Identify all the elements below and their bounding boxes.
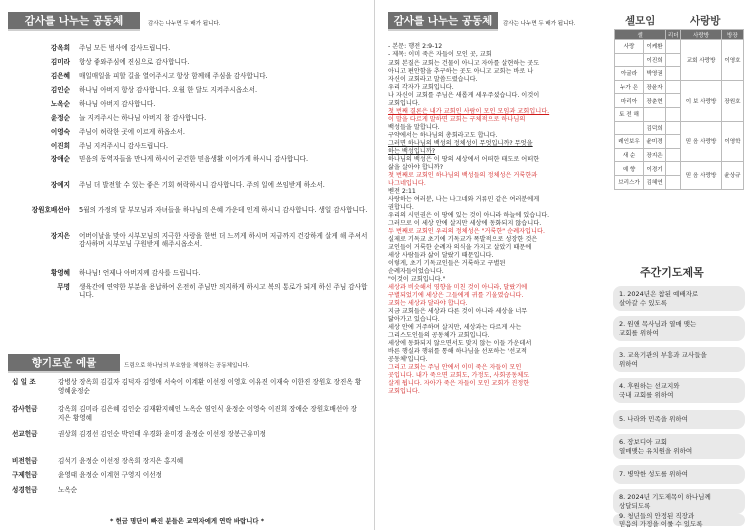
love-room-heading: 사랑방 [690,15,721,27]
sermon-line: 실제로 기독교 초기에 기독교가 폭발적으로 성장한 것은 [388,236,538,243]
cell-leader: 윤미경 [644,135,666,149]
sermon-line: 살게 됩니다. 자아가 죽은 자들이 모인 교회가 진정한 [388,380,530,387]
love-room-host: 이영학 [721,121,743,162]
cell-name: 누가 은 [615,80,644,94]
cell-row [615,80,744,94]
sermon-line: 두 번째로 교회인 우리의 정체성은 "거룩한" 순례자입니다. [388,228,545,235]
sermon-line: 세상 안에 거주하며 살지만, 세상과는 다르게 사는 [388,324,522,331]
sermon-line: 이렇게, 초기 기독교인들은 거룩하고 구별된 [388,260,506,267]
love-room: 믿 음 사랑방 [681,121,722,162]
cell-row [615,162,744,176]
gratitude-text: 늘 지켜주시는 하나님 아버지 참 감사합니다. [79,114,207,122]
sermon-line: 권합니다. [388,204,414,211]
prayer-text: 4. 후원하는 선교지와 국내 교회를 위하여 [619,382,680,399]
gratitude-text: 믿음의 동역자들을 만나게 하시어 굳건한 믿음생활 이어가게 하시니 감사합니다. [79,155,309,163]
sermon-line: 닮아가고 있습니다. [388,316,440,323]
cell-leader-extra [666,162,681,176]
prayer-item [613,410,745,429]
prayer-text: 8. 2024년 기도제목이 하나님께 상달되도록 [619,493,711,510]
cell-leader: 이케환 [644,40,666,54]
prayer-item [613,347,745,372]
sermon-line: 공동체'입니다. [388,356,428,363]
sermon-line: 아니고 편안함을 추구하는 곳도 아니고 교회는 바로 나 [388,68,534,75]
gratitude-row [12,58,369,66]
cell-name: 토 전 해 [615,107,644,121]
sermon-line: 사랑하는 여러분, 나는 나그네와 거류민 같은 여러분에게 [388,196,540,203]
sermon-line: 구약에서는 하나님의 총회라고도 합니다. [388,132,498,139]
sermon-line: - 본문: 행전 2:9-12 [388,43,443,50]
gratitude-text: 주님 모든 범사에 감사드립니다. [79,44,171,52]
prayer-item [613,434,745,459]
offering-title: 향기로운 예물 [31,357,97,369]
gratitude-text: 하나님! 언제나 아버지께 감사를 드립니다. [79,269,201,277]
cell-header-cell: 셀 [615,30,666,40]
prayer-item [613,511,745,528]
prayer-text: 3. 교육기관의 부흥과 교사들을 위하여 [619,351,707,368]
gratitude-row [12,128,369,136]
cell-leader [644,107,666,121]
sermon-header [388,12,498,31]
gratitude-row [12,100,369,108]
prayer-text: 7. 병약한 성도를 위하여 [619,470,688,479]
gratitude-text: 항상 좋와주심에 진심으로 감사합니다. [79,58,190,66]
sermon-note: 감사는 나누면 두 배가 됩니다. [503,21,576,27]
sermon-title: 감사를 나누는 공동체 [393,15,493,27]
gratitude-name: 무명 [57,283,70,291]
cell-leader: 장춘현 [644,94,666,108]
prayer-text: 6. 장보디아 교회 열매맺는 유치원을 위하여 [619,438,693,455]
offering-names: 김석기 윤정순 이선정 장옥희 장지은 홍지혜 [58,457,184,465]
offering-category: 성경헌금 [12,486,38,494]
offering-category: 비전헌금 [12,457,38,465]
offering-row [12,378,363,395]
cell-leader: 장윤자 [644,80,666,94]
cell-leader: 이경기 [644,162,666,176]
prayer-item [613,316,745,341]
sermon-line: 그리스도인들의 공동체가 교회입니다. [388,332,490,339]
offering-category: 십 일 조 [12,378,36,386]
cell-leader: 김덕희 [644,121,666,135]
sermon-line: 벧전 2:11 [388,188,416,195]
cell-name: 마리아 [615,94,644,108]
gratitude-row [12,269,369,277]
sermon-line: 교회입니다. [388,100,420,107]
cell-leader-extra [666,53,681,67]
sermon-line: 하나님의 백성은 이 땅의 세상에서 어떠한 태도로 어떠한 [388,156,540,163]
sermon-line: 세상과 비슷해서 영향을 미친 것이 아니라, 달랐기에 [388,284,528,291]
sermon-line: 그러므로 이 세상 안에 살지만 세상에 동화되지 않습니다. [388,220,542,227]
gratitude-row [12,232,369,249]
cell-leader-extra [666,107,681,121]
gratitude-row [12,155,369,163]
gratitude-name: 이영숙 [50,128,70,136]
cell-name [615,121,644,135]
cell-heading: 셀모임 [625,15,656,27]
cell-row [615,121,744,135]
sermon-line: 교회 본질은 교회는 건물이 아니고 자아를 살현하는 곳도 [388,60,540,67]
cell-leader-extra [666,135,681,149]
cell-header-room: 사랑방 [681,30,722,40]
gratitude-name: 장예지 [50,181,70,189]
gratitude-name: 강옥희 [50,44,70,52]
sermon-line: 우리 각자가 교회입니다. [388,84,454,91]
offering-names: 권상희 김경선 김인순 박인태 우경화 윤미경 윤정순 이선정 장봉근유미정 [58,430,266,438]
gratitude-row [12,72,369,80]
cell-row [615,40,744,54]
offering-names: 윤영태 윤정순 이계현 구영지 이선정 [58,471,162,479]
love-room-host: 윤상규 [721,162,743,189]
offering-note: 드림으로 하나님의 부요함을 체험하는 공동체입니다. [124,363,250,369]
sermon-line: 교회는 세상과 달라야 합니다. [388,300,468,307]
prayer-text: 9. 청년들의 안정된 직장과 믿음의 가정을 이룰 수 있도록 [619,511,703,528]
offering-row [12,471,363,480]
offering-names: 강옥희 김미라 김은혜 김인순 김재환지혜인 노옥순 염인식 윤정순 이영숙 이진희 장애순 장원호배선아 장지은 황영혜 [58,405,358,422]
cell-leader-extra [666,175,681,189]
sermon-line: 백성들을 말합니다. [388,124,440,131]
offering-footer: * 헌금 명단이 빠진 분들은 교역자에게 연락 바랍니다 * [110,517,265,525]
sermon-line: 순례자들이었습니다. [388,268,444,275]
gratitude-text: 주님 더 발전할 수 있는 좋은 기회 허락하시니 감사합니다. 주의 일에 쓰임받게 하소서. [79,181,325,189]
gratitude-text: 주님 지켜주시니 감사드립니다. [79,142,169,150]
gratitude-text: 하나님 아버지 항상 감사합니다. 오월 한 달도 지켜주시옵소서. [79,86,258,94]
offering-names: 강병상 장옥희 김길자 김덕자 김영애 서숙이 이계환 이선정 이영호 이유진 이재숙 이한진 장원호 장진옥 황영혜윤정순 [58,378,362,395]
page-fold [374,0,375,530]
gratitude-text: 5월의 가정의 달 부모님과 자녀들을 하나님의 은혜 가운데 인계 하시니 감사합니다. 생일 감사합니다. [79,206,368,214]
prayer-item [613,378,745,403]
prayer-text: 1. 2024년은 참된 예배자로 살아갈 수 있도록 [619,290,699,307]
sermon-line: "이것이 교회입니다." [388,276,446,283]
sermon-line: 교인들이 거룩한 순례자 의식을 가지고 살았기 때문에 [388,244,532,251]
gratitude-text: 어버이날을 맞아 시부모님의 지극한 사랑을 한번 더 느끼게 하시며 저금까지 건강하게 살게 해 주셔서 감사하며 시부모님 구원받게 해주시옵소서. [79,232,368,249]
cell-leader: 장지은 [644,148,666,162]
sermon-line: 이 말을 다르게 말하면 교회는 구체적으로 하나님의 [388,116,526,123]
gratitude-name: 장지은 [50,232,70,240]
sermon-line: 구별되었기에 세상은 그들에게 귀를 기울였습니다. [388,292,524,299]
love-room-host: 장원호 [721,80,743,121]
cell-name: 예 향 [615,162,644,176]
cell-leader-extra [666,121,681,135]
gratitude-text: 주님이 허락한 곳에 이르게 하옵소서. [79,128,186,136]
cell-leader-extra [666,94,681,108]
offering-row [12,486,363,495]
cell-table [614,29,744,190]
sermon-line: 바른 행실과 행위를 통해 하나님을 선포하는 '선교적 [388,348,528,355]
sermon-line: 교회입니다. [388,388,420,395]
cell-name: 아굴라 [615,67,644,81]
gratitude-name: 장원호배선아 [31,206,70,214]
sermon-line: 나 자신이 교회를 주님은 새롭게 세우주셨습니다. 이것이 [388,92,540,99]
offering-names: 노옥순 [58,486,78,494]
sermon-line: 그러면 하나님의 백성의 정체성이 무엇입니까? 무엇을 [388,140,533,147]
gratitude-name: 황영혜 [50,269,70,277]
gratitude-header [8,12,140,31]
gratitude-name: 김은혜 [50,72,70,80]
prayer-text: 5. 나라와 민족을 위하여 [619,415,688,424]
gratitude-text: 하나님 아버지 감사합니다. [79,100,156,108]
sermon-line: 자신이 교회라고 말씀드렸습니다. [388,76,478,83]
gratitude-name: 노옥순 [50,100,70,108]
sermon-line: 우리의 시민권은 이 땅에 있는 것이 아니라 하늘에 있습니다. [388,212,550,219]
love-room-host: 이영호 [721,40,743,81]
cell-leader-extra [666,148,681,162]
gratitude-name: 김인순 [50,86,70,94]
gratitude-title: 감사를 나누는 공동체 [24,15,124,27]
prayer-item [613,286,745,311]
gratitude-name: 윤정순 [50,114,70,122]
gratitude-row [12,114,369,122]
cell-name [615,53,644,67]
gratitude-name: 장애순 [50,155,70,163]
cell-header-host: 방장 [721,30,743,40]
sermon-body [388,43,603,396]
gratitude-row [12,206,369,214]
cell-leader-extra [666,40,681,54]
love-room: 믿 음 사랑방 [681,162,722,189]
sermon-line: 나그네입니다. [388,180,426,187]
offering-row [12,430,363,439]
offering-row [12,405,363,422]
offering-category: 감사헌금 [12,405,38,413]
cell-name: 사랑 [615,40,644,54]
cell-leader: 김혜연 [644,175,666,189]
sermon-line: 세상 사람들과 삶이 달랐기 때문입니다. [388,252,494,259]
love-room: 이 보 사랑방 [681,80,722,121]
gratitude-row [12,142,369,150]
cell-header-leader: 리더 [666,30,681,40]
gratitude-row [12,181,369,189]
love-room: 교회 사랑방 [681,40,722,81]
cell-table-header-row [615,30,744,40]
offering-category: 선교헌금 [12,430,38,438]
cell-name: 레인보우 [615,135,644,149]
sermon-line: - 제목: 이미 죽은 자들이 모인 곳, 교회 [388,51,492,58]
cell-leader: 박영권 [644,67,666,81]
gratitude-text: 매일매일을 피할 길을 열어주시고 항상 함께해 주심을 감사합니다. [79,72,268,80]
gratitude-name: 이진희 [50,142,70,150]
prayer-title: 주간기도제목 [640,266,704,279]
sermon-line: 첫 번째 결론은 내가 교회인 사람이 모인 모임과 교회입니다. [388,108,550,115]
cell-leader-extra [666,80,681,94]
cell-name: 브리스가 [615,175,644,189]
gratitude-row [12,283,369,300]
gratitude-row [12,86,369,94]
offering-row [12,457,363,466]
gratitude-name: 김미라 [50,58,70,66]
cell-leader: 이진희 [644,53,666,67]
sermon-line: 삶을 살아야 합니까? [388,164,444,171]
sermon-line: 세상에 동화되지 않으면서도 맞지 않는 이들 가운데서 [388,340,532,347]
prayer-item [613,465,745,484]
prayer-item [613,489,745,514]
offering-category: 구제헌금 [12,471,38,479]
gratitude-note: 감사는 나누면 두 배가 됩니다. [148,21,221,27]
sermon-line: 지금 교회들은 세상과 다른 것이 아니라 세상을 너무 [388,308,528,315]
sermon-line: 첫 번째로 교회인 하나님의 백성들의 정체성은 거룩한과 [388,172,538,179]
cell-name: 새 순 [615,148,644,162]
sermon-line: 그리고 교회는 주님 안에서 이미 죽은 자들이 모인 [388,364,522,371]
offering-header [8,354,120,373]
gratitude-text: 생육간에 연약한 부분을 용납하여 온전히 주님만 의지하게 하시고 복의 통로가 되게 하신 주님 감사합니다. [79,283,368,300]
sermon-line: 하는 백성입니까? [388,148,436,155]
prayer-text: 2. 원앤 목사님과 열매 맺는 교회를 위하여 [619,320,697,337]
sermon-line: 곳입니다. 내가 죽으면 교회도, 가정도, 사회공동체도 [388,372,530,379]
gratitude-row [12,44,369,52]
cell-leader-extra [666,67,681,81]
